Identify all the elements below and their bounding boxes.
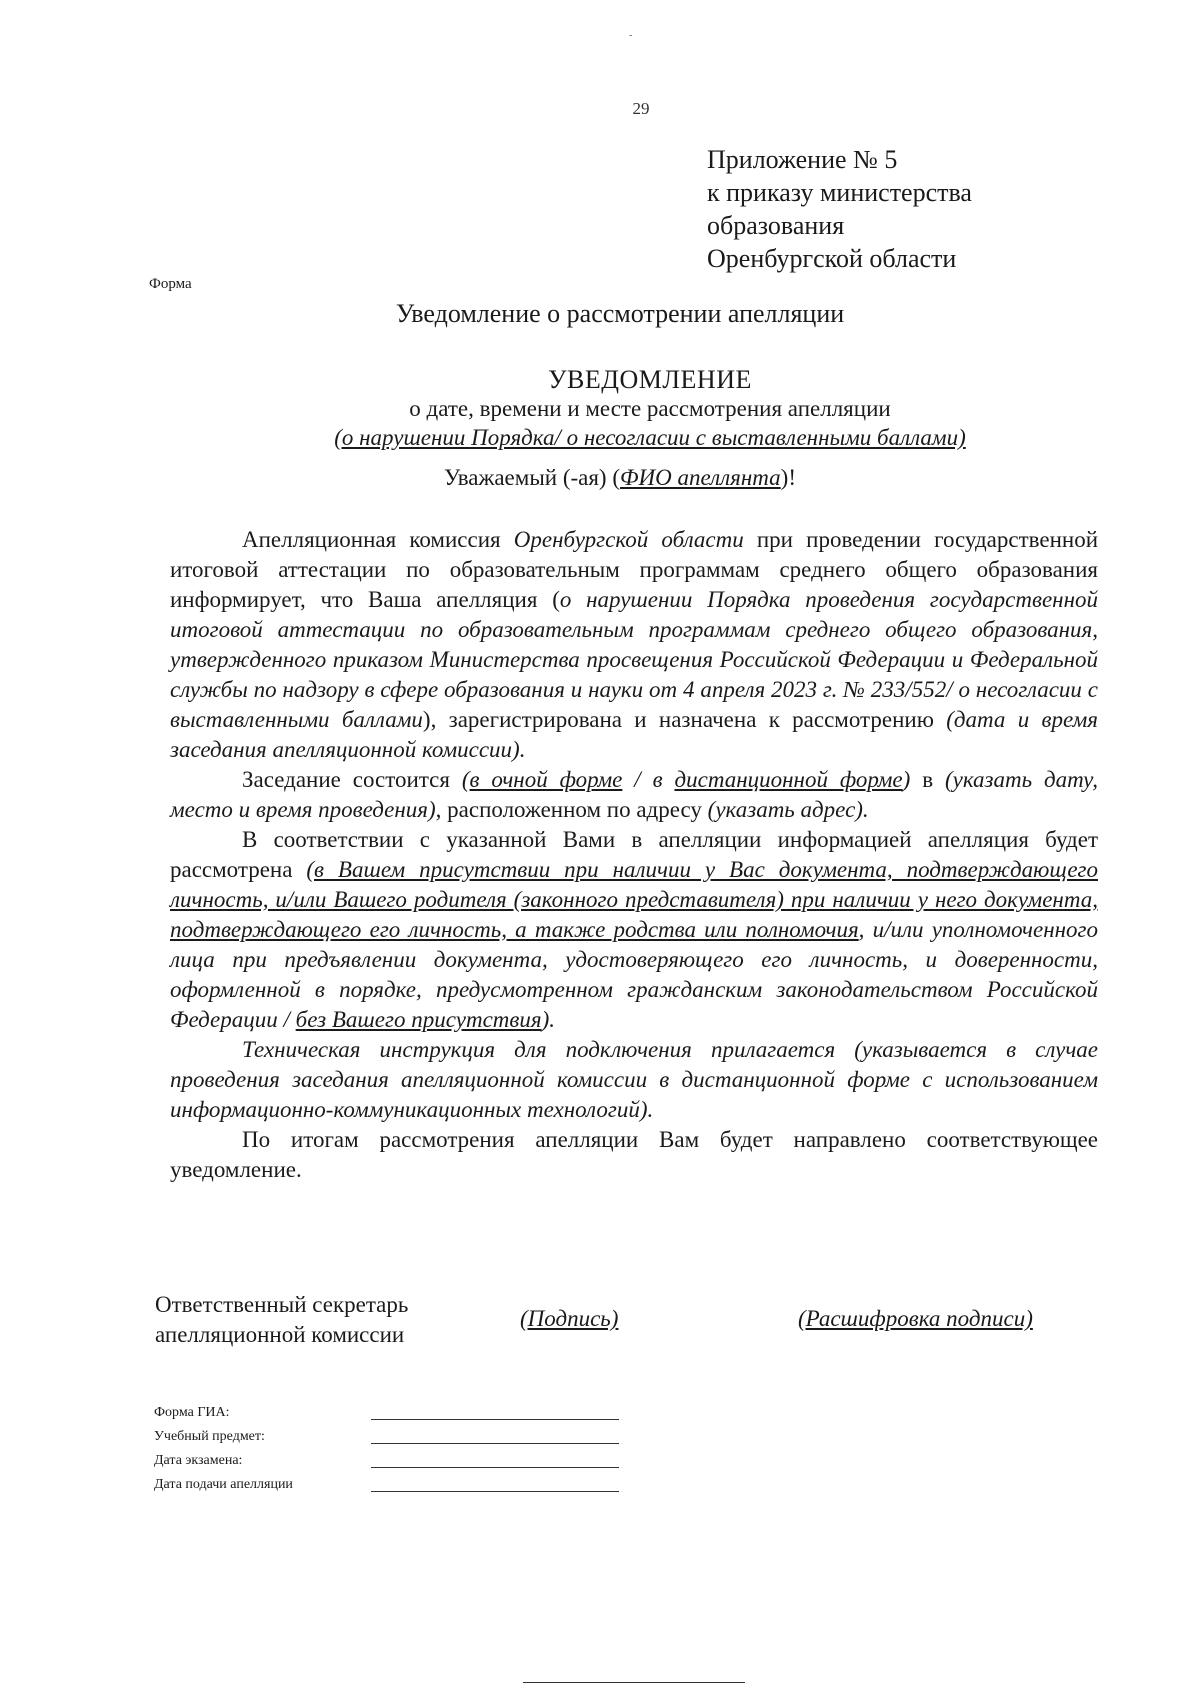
text-fragment: ), зарегистрирована и назначена к рассмотрению — [422, 707, 947, 732]
appellant-name-placeholder: ФИО апеллянта — [620, 465, 781, 490]
field-label: Учебный предмет: — [154, 1429, 265, 1444]
secretary-role — [155, 1290, 408, 1350]
paragraph-result — [170, 1125, 1098, 1185]
text-fragment: ) — [902, 767, 911, 792]
fill-in-line — [371, 1443, 619, 1444]
result-text: По итогам рассмотрения апелляции Вам будет направлено соответствующее уведомление. — [170, 1127, 1098, 1182]
text-fragment: В соответствии с указанной Вами в апелляции информацией апелляция будет рассмотрена — [170, 827, 1098, 882]
address-placeholder: (указать адрес). — [707, 797, 869, 822]
appendix-line: Приложение № 5 — [707, 145, 898, 174]
paragraph-presence — [170, 825, 1098, 1035]
field-label: Дата подачи апелляции — [154, 1477, 293, 1492]
appendix-line: образования — [707, 211, 845, 240]
signature-placeholder: (Подпись) — [520, 1306, 619, 1331]
greeting-prefix: Уважаемый (-ая) ( — [444, 465, 621, 490]
region-name: Оренбургской области — [513, 527, 744, 552]
appendix-block — [707, 143, 972, 275]
field-label: Форма ГИА: — [154, 1405, 230, 1420]
page-number: 29 — [632, 99, 650, 118]
appendix-line: Оренбургской области — [707, 244, 957, 273]
in-person-option: в очной форме — [469, 767, 623, 792]
notice-body — [170, 525, 1098, 1185]
technical-instruction-text: Техническая инструкция для подключения прилагается (указывается в случае проведения заседания апелляционной комиссии в дистанционной форме с использованием информационно-коммуникационных технологий). — [170, 1037, 1098, 1122]
date-place-placeholder: (указать дату, место и время проведения) — [170, 767, 1098, 822]
scan-mark: - — [629, 30, 633, 41]
notice-subheading: о дате, времени и месте рассмотрения апелляции — [409, 396, 891, 421]
fill-in-line — [371, 1491, 619, 1492]
secretary-role-line: Ответственный секретарь — [155, 1292, 409, 1317]
fill-in-line — [371, 1467, 619, 1468]
text-fragment: ( — [306, 857, 315, 882]
presence-option: в Вашем присутствии при наличии у Вас документа, подтверждающего личность, и/или Вашего родителя (законного представителя) при наличии у него документа, подтверждающего его личность, а также родства или полномочия — [170, 857, 1098, 942]
greeting — [0, 465, 1200, 491]
text-fragment: в — [910, 767, 945, 792]
form-label: Форма — [149, 276, 192, 292]
greeting-suffix: )! — [780, 465, 796, 490]
text-fragment: Апелляционная комиссия — [242, 527, 514, 552]
appendix-line: к приказу министерства — [707, 178, 972, 207]
paragraph-registration — [170, 525, 1098, 765]
footer-separator — [523, 1682, 745, 1683]
fill-in-line — [371, 1419, 619, 1420]
text-fragment: / в — [622, 767, 675, 792]
appeal-type-note: (о нарушении Порядка/ о несогласии с выставленными баллами) — [334, 425, 966, 450]
absence-option: без Вашего присутствия — [295, 1007, 542, 1032]
text-fragment: Заседание состоится — [242, 767, 462, 792]
text-fragment: ). — [541, 1007, 555, 1032]
remote-option: дистанционной форме — [674, 767, 903, 792]
document-title: Уведомление о рассмотрении апелляции — [395, 299, 845, 328]
paragraph-meeting — [170, 765, 1098, 825]
paragraph-technical-instruction — [170, 1035, 1098, 1125]
text-fragment: , и/или уполномоченного лица при предъявлении документа, удостоверяющего его личность, и доверенности, оформленной в порядке, предусмотренном гражданским законодательством Российской Федерации / — [170, 917, 1098, 1032]
text-fragment: , расположенном по адресу — [435, 797, 708, 822]
meeting-datetime-placeholder: (дата и время заседания апелляционной комиссии). — [170, 707, 1098, 762]
appeal-basis: о нарушении Порядка проведения государственной итоговой аттестации по образовательным программам среднего общего образования, утвержденного приказом Министерства просвещения Российской Федерации и Федеральной службы по надзору в сфере образования и науки от 4 апреля 2023 г. № 233/552/ о несогласии с выставленными баллами — [170, 587, 1098, 732]
signature-decoding-placeholder: (Расшифровка подписи) — [798, 1306, 1033, 1331]
text-fragment: ( — [461, 767, 470, 792]
text-fragment: при проведении государственной итоговой аттестации по образовательным программам среднего общего образования информирует, что Ваша апелляция ( — [170, 527, 1098, 612]
notice-heading: УВЕДОМЛЕНИЕ — [548, 365, 752, 394]
field-label: Дата экзамена: — [154, 1453, 243, 1468]
secretary-role-line: апелляционной комиссии — [155, 1322, 405, 1347]
